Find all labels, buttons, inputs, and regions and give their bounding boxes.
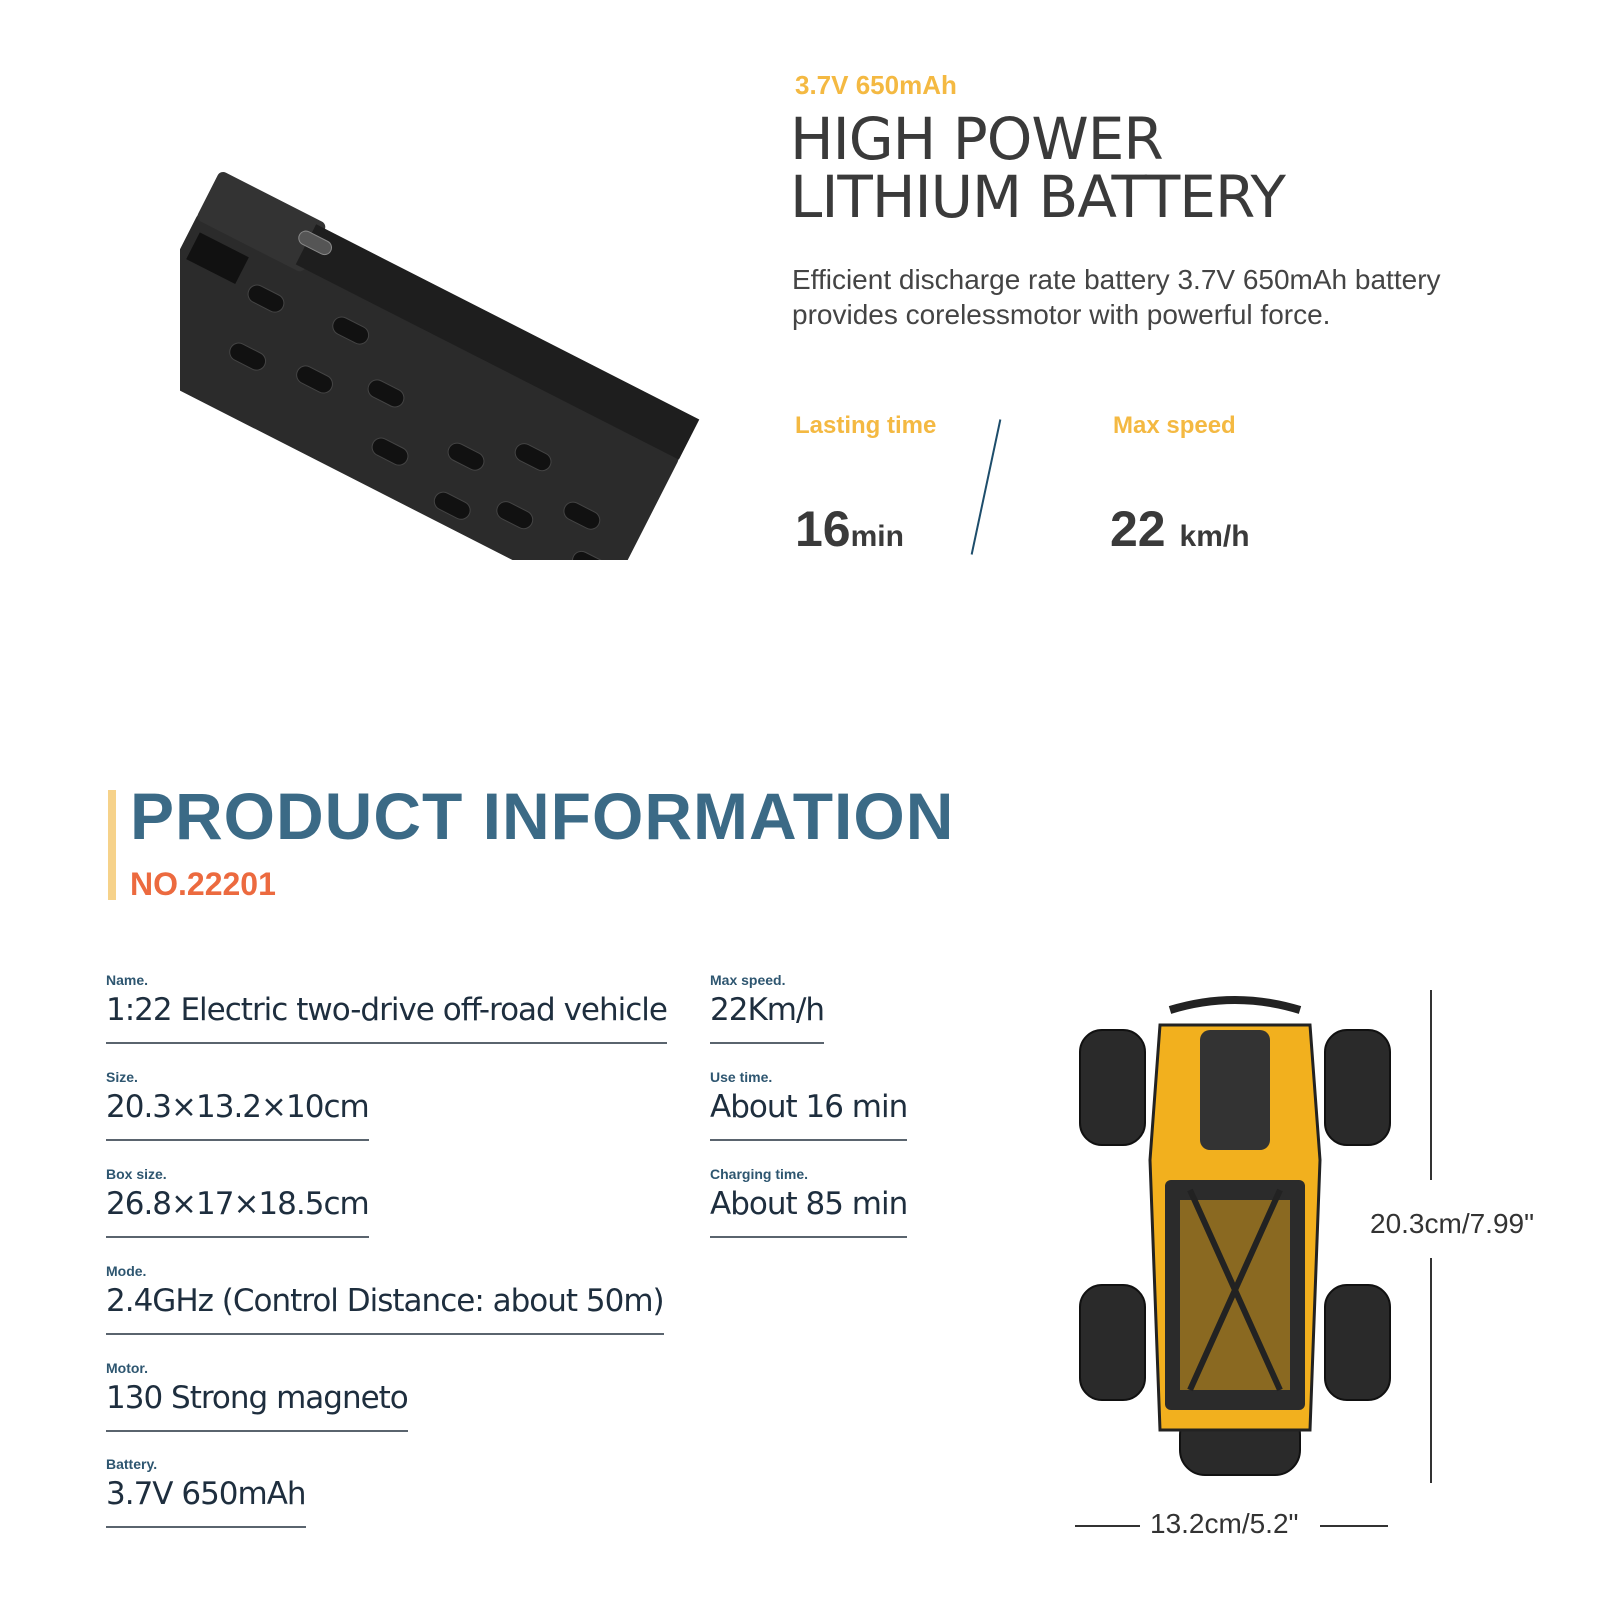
accent-bar: [108, 790, 116, 900]
battery-image: [180, 60, 720, 560]
dimension-line-horizontal-right: [1320, 1525, 1388, 1527]
spec-use-time: [710, 1069, 907, 1141]
spec-value: 20.3×13.2×10cm: [106, 1087, 369, 1141]
spec-value: 26.8×17×18.5cm: [106, 1184, 369, 1238]
spec-label: Box size.: [106, 1166, 167, 1182]
spec-name: [106, 972, 667, 1044]
dimension-length: 20.3cm/7.99": [1370, 1208, 1535, 1239]
battery-description: Efficient discharge rate battery 3.7V 650mAh battery provides corelessmotor with powerful force.: [792, 264, 1441, 330]
spec-label: Size.: [106, 1069, 138, 1085]
battery-subtitle: 3.7V 650mAh: [795, 70, 957, 100]
spec-motor: [106, 1360, 408, 1432]
dimension-width: 13.2cm/5.2": [1150, 1508, 1299, 1539]
spec-label: Motor.: [106, 1360, 148, 1376]
spec-label: Battery.: [106, 1456, 158, 1472]
title-line-2: LITHIUM BATTERY: [790, 163, 1285, 231]
spec-label: Charging time.: [710, 1166, 809, 1182]
spec-battery: [106, 1456, 306, 1528]
stat-value-lasting-time: [795, 500, 904, 558]
stat-number: 16: [795, 501, 851, 557]
spec-value: 22Km/h: [710, 990, 824, 1044]
title-line-1: HIGH POWER: [790, 105, 1163, 173]
spec-value: 1:22 Electric two-drive off-road vehicle: [106, 990, 667, 1044]
spec-value: About 16 min: [710, 1087, 907, 1141]
stat-label-lasting-time: Lasting time: [795, 412, 937, 439]
stat-unit: km/h: [1179, 520, 1250, 553]
stat-unit: min: [850, 520, 904, 553]
spec-size: [106, 1069, 369, 1141]
divider-slash: [971, 419, 1002, 554]
stat-number: 22: [1110, 501, 1166, 557]
dimension-line-vertical-top: [1430, 990, 1432, 1180]
stat-label-max-speed: Max speed: [1113, 412, 1236, 439]
spec-charging-time: [710, 1166, 907, 1238]
spec-label: Mode.: [106, 1263, 147, 1279]
spec-label: Max speed.: [710, 972, 786, 988]
rc-car-top-view-image: [1070, 990, 1400, 1490]
spec-mode: [106, 1263, 664, 1335]
spec-value: 3.7V 650mAh: [106, 1474, 306, 1528]
spec-label: Use time.: [710, 1069, 773, 1085]
product-info-title: PRODUCT INFORMATION: [130, 779, 955, 853]
spec-label: Name.: [106, 972, 149, 988]
battery-title: [790, 105, 1285, 231]
dimension-line-horizontal-left: [1075, 1525, 1140, 1527]
spec-value: About 85 min: [710, 1184, 907, 1238]
dimension-line-vertical-bottom: [1430, 1258, 1432, 1483]
spec-max-speed: [710, 972, 824, 1044]
stat-value-max-speed: [1110, 500, 1250, 558]
spec-box-size: [106, 1166, 369, 1238]
spec-value: 130 Strong magneto: [106, 1378, 408, 1432]
spec-value: 2.4GHz (Control Distance: about 50m): [106, 1281, 664, 1335]
model-number: NO.22201: [130, 866, 276, 902]
